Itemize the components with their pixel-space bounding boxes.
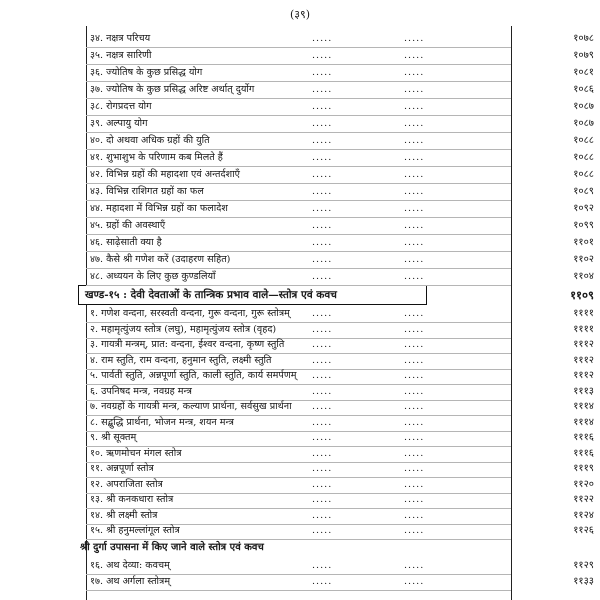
toc-row [86, 251, 511, 269]
leader-dots: ..... [404, 271, 425, 282]
toc-entry-title: १७. अथ अर्गला स्तोत्रम् [90, 576, 171, 587]
toc-entry-title: १४. श्री लक्ष्मी स्तोत्र [90, 509, 158, 521]
leader-dots: ..... [312, 509, 333, 521]
toc-entry-title: ४०. दो अथवा अधिक ग्रहों की युति [90, 135, 210, 146]
leader-dots: ..... [312, 447, 333, 459]
toc-entry-title: २. महामृत्युंजय स्तोत्र (लघु), महामृत्युंजय स्तोत्र (वृहद) [90, 323, 277, 335]
toc-entry-page: ११२९ [573, 560, 594, 571]
toc-entry-page: १०८७ [573, 118, 594, 129]
toc-entry-page: १०८६ [573, 84, 594, 95]
toc-entry-page: ११२६ [573, 525, 594, 536]
toc-row [86, 183, 511, 201]
toc-row [86, 200, 511, 218]
toc-entry-title: ४३. विभिन्न राशिगत ग्रहों का फल [90, 186, 204, 197]
toc-entry-title: १३. श्री कनकधारा स्तोत्र [90, 494, 174, 505]
leader-dots: ..... [312, 432, 333, 443]
column-divider-right [511, 26, 512, 600]
toc-row [86, 217, 511, 235]
toc-entry-title: ९. श्री सूक्तम् [90, 432, 137, 443]
leader-dots: ..... [312, 354, 333, 366]
leader-dots: ..... [312, 101, 333, 112]
leader-dots: ..... [312, 339, 333, 350]
leader-dots: ..... [404, 118, 425, 129]
toc-entry-page: १०८८ [573, 152, 594, 163]
toc-entry-page: ११०१ [573, 237, 594, 248]
leader-dots: ..... [312, 135, 333, 146]
toc-entry-page: ११०२ [573, 254, 594, 265]
leader-dots: ..... [312, 237, 333, 248]
leader-dots: ..... [404, 576, 425, 587]
toc-entry-title: १५. श्री हनुमल्लांगूल स्तोत्र [90, 525, 180, 536]
leader-dots: ..... [404, 339, 425, 350]
toc-entry-page: १११९ [573, 463, 594, 474]
toc-entry-page: ११०४ [573, 271, 594, 282]
section-heading [78, 285, 427, 305]
toc-row [86, 573, 511, 591]
leader-dots: ..... [312, 385, 333, 397]
leader-dots: ..... [404, 186, 425, 197]
leader-dots: ..... [404, 323, 425, 335]
toc-entry-page: ११२४ [573, 509, 594, 521]
leader-dots: ..... [312, 401, 333, 412]
leader-dots: ..... [312, 254, 333, 265]
leader-dots: ..... [404, 135, 425, 146]
leader-dots: ..... [312, 84, 333, 95]
leader-dots: ..... [404, 525, 425, 536]
section-title: खण्ड-१५ : देवी देवताओं के तान्त्रिक प्रभाव वाले—स्तोत्र एवं कवच [85, 289, 337, 301]
leader-dots: ..... [312, 203, 333, 214]
toc-row [86, 234, 511, 252]
leader-dots: ..... [404, 237, 425, 248]
toc-row [86, 64, 511, 82]
toc-entry-page: १११२ [573, 339, 594, 350]
toc-entry-title: ३६. ज्योतिष के कुछ प्रसिद्ध योग [90, 67, 203, 78]
toc-row [86, 132, 511, 150]
toc-entry-title: ३९. अल्पायु योग [90, 118, 148, 129]
leader-dots: ..... [312, 323, 333, 335]
leader-dots: ..... [312, 271, 333, 282]
toc-entry-title: ११. अन्नपूर्णा स्तोत्र [90, 463, 154, 474]
toc-entry-page: ११२२ [573, 494, 594, 505]
leader-dots: ..... [312, 370, 333, 381]
toc-entry-page: १११३ [573, 385, 594, 397]
toc-entry-page: १११६ [573, 432, 594, 443]
leader-dots: ..... [312, 118, 333, 129]
toc-entry-page: ११३३ [573, 576, 594, 587]
leader-dots: ..... [404, 478, 425, 490]
leader-dots: ..... [312, 463, 333, 474]
leader-dots: ..... [312, 560, 333, 571]
toc-entry-title: ६. उपनिषद मन्त्र, नवग्रह मन्त्र [90, 385, 192, 397]
toc-entry-title: ८. सद्बुद्धि प्रार्थना, भोजन मन्त्र, शयन मन्त्र [90, 416, 234, 428]
leader-dots: ..... [404, 67, 425, 78]
toc-entry-title: १६. अथ देव्या: कवचम् [90, 560, 170, 571]
leader-dots: ..... [404, 169, 425, 180]
toc-entry-page: १०८९ [573, 186, 594, 197]
toc-entry-title: ३. गायत्री मन्त्रम्, प्रात: वन्दना, ईश्वर वन्दना, कृष्ण स्तुति [90, 339, 285, 350]
toc-entry-title: ४१. शुभाशुभ के परिणाम कब मिलते हैं [90, 152, 223, 163]
toc-row [86, 47, 511, 65]
toc-entry-page: १११४ [573, 401, 594, 412]
leader-dots: ..... [312, 186, 333, 197]
toc-entry-page: १०८८ [573, 135, 594, 146]
leader-dots: ..... [404, 560, 425, 571]
toc-entry-title: ७. नवग्रहों के गायत्री मन्त्र, कल्याण प्रार्थना, सर्वसुख प्रार्थना [90, 401, 292, 412]
leader-dots: ..... [404, 101, 425, 112]
leader-dots: ..... [312, 220, 333, 231]
toc-row [86, 268, 511, 286]
toc-row [86, 522, 511, 540]
toc-entry-title: ४५. ग्रहों की अवस्थाएँ [90, 220, 166, 231]
leader-dots: ..... [404, 308, 425, 319]
leader-dots: ..... [312, 169, 333, 180]
toc-entry-title: ३८. रोगप्रदत्त योग [90, 101, 152, 112]
toc-entry-title: १०. ऋणमोचन मंगल स्तोत्र [90, 447, 182, 459]
leader-dots: ..... [404, 432, 425, 443]
leader-dots: ..... [404, 354, 425, 366]
leader-dots: ..... [404, 370, 425, 381]
leader-dots: ..... [312, 478, 333, 490]
leader-dots: ..... [404, 220, 425, 231]
toc-row [86, 115, 511, 133]
leader-dots: ..... [404, 509, 425, 521]
leader-dots: ..... [404, 84, 425, 95]
leader-dots: ..... [312, 152, 333, 163]
section-page-number: ११०९ [570, 288, 594, 302]
toc-entry-page: १११२ [573, 354, 594, 366]
toc-entry-page: १११४ [573, 416, 594, 428]
toc-entry-title: ४६. साढ़ेसाती क्या है [90, 237, 162, 248]
leader-dots: ..... [404, 152, 425, 163]
toc-entry-page: ११२० [573, 478, 594, 490]
leader-dots: ..... [312, 33, 333, 44]
leader-dots: ..... [404, 254, 425, 265]
leader-dots: ..... [404, 463, 425, 474]
toc-entry-page: १०८१ [573, 67, 594, 78]
toc-entry-page: १०९९ [573, 220, 594, 231]
toc-entry-page: १०७८ [573, 33, 594, 44]
toc-row [86, 30, 511, 48]
leader-dots: ..... [312, 494, 333, 505]
leader-dots: ..... [312, 308, 333, 319]
toc-entry-title: ४७. कैसे श्री गणेश करें (उदाहरण सहित) [90, 254, 231, 265]
toc-entry-page: १०९२ [573, 203, 594, 214]
leader-dots: ..... [404, 50, 425, 61]
toc-entry-title: ४. राम स्तुति, राम वन्दना, हनुमान स्तुति, लक्ष्मी स्तुति [90, 354, 272, 366]
toc-entry-page: १११२ [573, 370, 594, 381]
toc-entry-title: ४२. विभिन्न ग्रहों की महादशा एवं अन्तर्दशाएँ [90, 169, 240, 180]
leader-dots: ..... [404, 401, 425, 412]
toc-entry-title: ४४. महादशा में विभिन्न ग्रहों का फलादेश [90, 203, 228, 214]
toc-entry-title: ३५. नक्षत्र सारिणी [90, 50, 152, 61]
toc-entry-page: ११११ [573, 308, 594, 319]
subheading: श्री दुर्गा उपासना में किए जाने वाले स्तोत्र एवं कवच [80, 542, 264, 553]
leader-dots: ..... [404, 447, 425, 459]
toc-entry-title: ३४. नक्षत्र परिचय [90, 33, 151, 44]
leader-dots: ..... [404, 33, 425, 44]
toc-entry-page: १०८८ [573, 169, 594, 180]
toc-row [86, 98, 511, 116]
toc-row [86, 81, 511, 99]
leader-dots: ..... [312, 416, 333, 428]
leader-dots: ..... [404, 494, 425, 505]
toc-row [86, 166, 511, 184]
leader-dots: ..... [312, 576, 333, 587]
leader-dots: ..... [404, 203, 425, 214]
leader-dots: ..... [312, 525, 333, 536]
toc-row [86, 149, 511, 167]
toc-entry-title: १. गणेश वन्दना, सरस्वती वन्दना, गुरू वन्दना, गुरू स्तोत्रम् [90, 308, 290, 319]
toc-entry-title: १२. अपराजिता स्तोत्र [90, 478, 163, 490]
page-number: (३९) [289, 8, 311, 21]
toc-entry-page: १०७९ [573, 50, 594, 61]
toc-entry-page: ११११ [573, 323, 594, 335]
leader-dots: ..... [404, 385, 425, 397]
leader-dots: ..... [312, 67, 333, 78]
toc-entry-page: १११६ [573, 447, 594, 459]
toc-entry-page: १०८७ [573, 101, 594, 112]
leader-dots: ..... [312, 50, 333, 61]
toc-entry-title: ३७. ज्योतिष के कुछ प्रसिद्ध अरिष्ट अर्थात् दुर्योग [90, 84, 255, 95]
toc-entry-title: ५. पार्वती स्तुति, अन्नपूर्णा स्तुति, काली स्तुति, कार्य समर्पणम् [90, 370, 297, 381]
toc-entry-title: ४८. अध्ययन के लिए कुछ कुण्डलियाँ [90, 271, 216, 282]
leader-dots: ..... [404, 416, 425, 428]
